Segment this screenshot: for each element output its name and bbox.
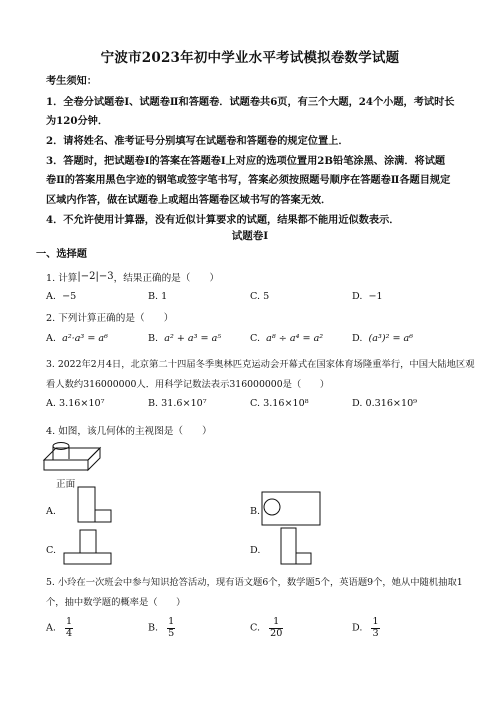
option-label: A. — [46, 333, 56, 344]
option-label: C. — [250, 622, 261, 634]
fraction — [65, 617, 73, 639]
option-label: A. — [46, 622, 56, 634]
option-label: C. — [250, 333, 261, 344]
notice-heading: 考生须知： — [46, 75, 97, 87]
option-text: (a³)² = a⁶ — [368, 333, 414, 344]
q1-prefix: 1. 计算 — [46, 273, 78, 284]
option-label: A. — [46, 291, 56, 302]
numerator: 1 — [168, 616, 175, 627]
numerator: 1 — [372, 616, 379, 627]
option-text: 5 — [263, 291, 270, 302]
q5-option-d[interactable] — [352, 617, 380, 639]
denominator: 4 — [66, 627, 73, 639]
option-label: B. — [148, 291, 159, 302]
part-heading: 一、选择题 — [36, 248, 87, 260]
option-text: 1 — [161, 291, 168, 302]
front-view-label: 正面 — [56, 479, 76, 490]
denominator: 3 — [372, 627, 379, 639]
question-5-line-1: 5. 小玲在一次班会中参与知识抢答活动，现有语文题6个，数学题5个，英语题9个，她从中随机抽取1 — [46, 577, 463, 588]
option-label: B. — [148, 333, 159, 344]
fraction — [167, 617, 175, 639]
q1-suffix: ，结果正确的是（ ） — [113, 273, 220, 284]
q5-option-c[interactable] — [250, 617, 283, 639]
section-title: 试题卷Ⅰ — [231, 230, 269, 242]
option-label: C. — [250, 291, 261, 302]
option-label: B. — [148, 398, 159, 409]
question-5-line-2: 个，抽中数学题的概率是（ ） — [46, 597, 186, 608]
option-text: a⁸ ÷ a⁴ = a² — [266, 333, 324, 344]
notice-line-2: 为120分钟． — [46, 115, 109, 127]
notice-line-7: 4．不允许使用计算器，没有近似计算要求的试题，结果都不能用近似数表示． — [46, 214, 400, 226]
option-text: −5 — [62, 291, 77, 302]
numerator: 1 — [269, 617, 283, 629]
option-text: a²·a³ = a⁶ — [62, 333, 108, 344]
q1-expression: |−2|−3 — [77, 271, 114, 282]
q4-option-a-label[interactable]: A. — [46, 506, 56, 517]
option-text: 31.6×10⁷ — [161, 398, 207, 409]
numerator: 1 — [66, 616, 73, 627]
notice-line-5: 卷Ⅱ的答案用黑色字迹的钢笔或签字笔书写，答案必须按照题号顺序在答题卷Ⅱ各题目规定 — [46, 174, 451, 186]
question-3-line-1: 3. 2022年2月4日，北京第二十四届冬季奥林匹克运动会开幕式在国家体育场隆重举行，中国大陆地区观 — [46, 359, 475, 370]
fraction — [269, 617, 283, 639]
option-label: B. — [148, 622, 159, 634]
option-text: 3.16×10⁸ — [263, 398, 309, 409]
option-text: a² + a³ = a⁵ — [164, 333, 222, 344]
notice-line-1: 1．全卷分试题卷Ⅰ、试题卷Ⅱ和答题卷．试题卷共6页，有三个大题，24个小题，考试时长 — [46, 96, 455, 108]
q5-option-a[interactable] — [46, 617, 73, 639]
option-label: D. — [352, 291, 363, 302]
denominator: 20 — [270, 627, 283, 639]
notice-line-4: 3．答题时，把试题卷Ⅰ的答案在答题卷Ⅰ上对应的选项位置用2B铅笔涂黑、涂满．将试题 — [46, 155, 446, 167]
option-text: 0.316×10⁹ — [365, 398, 418, 409]
question-4-stem: 4. 如图，该几何体的主视图是（ ） — [46, 426, 212, 437]
option-label: D. — [352, 333, 363, 344]
question-2-stem: 2. 下列计算正确的是（ ） — [46, 313, 174, 324]
notice-line-3: 2．请将姓名、准考证号分别填写在试题卷和答题卷的规定位置上． — [46, 135, 349, 147]
fraction — [371, 617, 379, 639]
q4-option-b-label[interactable]: B. — [250, 506, 261, 517]
option-label: D. — [352, 398, 363, 409]
q4-option-d-label[interactable]: D. — [250, 545, 261, 556]
option-label: D. — [352, 622, 363, 634]
page-title: 宁波市2023年初中学业水平考试模拟卷数学试题 — [100, 50, 400, 66]
denominator: 5 — [168, 627, 175, 639]
q4-option-c-label[interactable]: C. — [46, 545, 57, 556]
q5-option-b[interactable] — [148, 617, 175, 639]
question-3-line-2: 看人数约316000000人．用科学记数法表示316000000是（ ） — [46, 379, 330, 390]
option-text: 3.16×10⁷ — [59, 398, 105, 409]
option-label: A. — [46, 398, 56, 409]
option-text: −1 — [368, 291, 383, 302]
option-label: C. — [250, 398, 261, 409]
notice-line-6: 区域内作答，做在试题卷上或超出答题卷区域书写的答案无效． — [46, 194, 332, 206]
